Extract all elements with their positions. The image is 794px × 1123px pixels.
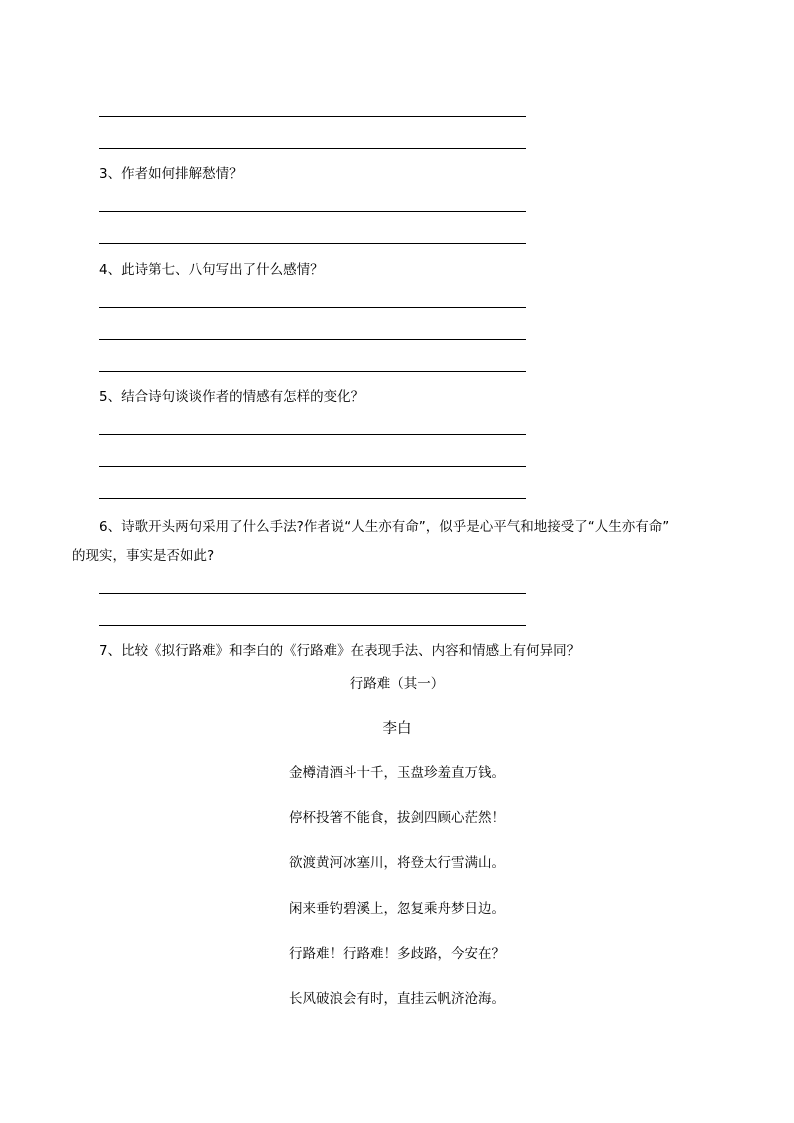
poem-line: 停杯投箸不能食，拔剑四顾心茫然！ (289, 810, 505, 826)
poem-title: 行路难（其一） (349, 676, 445, 692)
poem-line: 行路难！行路难！多歧路，今安在？ (289, 946, 505, 962)
poem-line: 金樽清酒斗十千，玉盘珍羞直万钱。 (289, 765, 505, 781)
answer-line (99, 434, 526, 435)
question-5: 5、结合诗句谈谈作者的情感有怎样的变化？ (99, 389, 365, 405)
question-3: 3、作者如何排解愁情？ (99, 166, 243, 182)
question-6-line-1: 6、诗歌开头两句采用了什么手法?作者说“人生亦有命”，似乎是心平气和地接受了“人生亦有命” (99, 519, 670, 535)
question-6-line-2: 的现实，事实是否如此? (72, 548, 215, 564)
answer-line (99, 148, 526, 149)
poem-line: 欲渡黄河冰塞川，将登太行雪满山。 (289, 855, 505, 871)
question-4: 4、此诗第七、八句写出了什么感情？ (99, 262, 324, 278)
answer-line (99, 498, 526, 499)
answer-line (99, 593, 526, 594)
answer-line (99, 625, 526, 626)
answer-line (99, 243, 526, 244)
answer-line (99, 211, 526, 212)
poem-line: 长风破浪会有时，直挂云帆济沧海。 (289, 991, 505, 1007)
answer-line (99, 116, 526, 117)
poem-author: 李白 (382, 721, 412, 737)
answer-line (99, 339, 526, 340)
answer-line (99, 371, 526, 372)
answer-line (99, 466, 526, 467)
answer-line (99, 307, 526, 308)
question-7: 7、比较《拟行路难》和李白的《行路难》在表现手法、内容和情感上有何异同？ (99, 643, 581, 659)
poem-line: 闲来垂钓碧溪上，忽复乘舟梦日边。 (289, 901, 505, 917)
